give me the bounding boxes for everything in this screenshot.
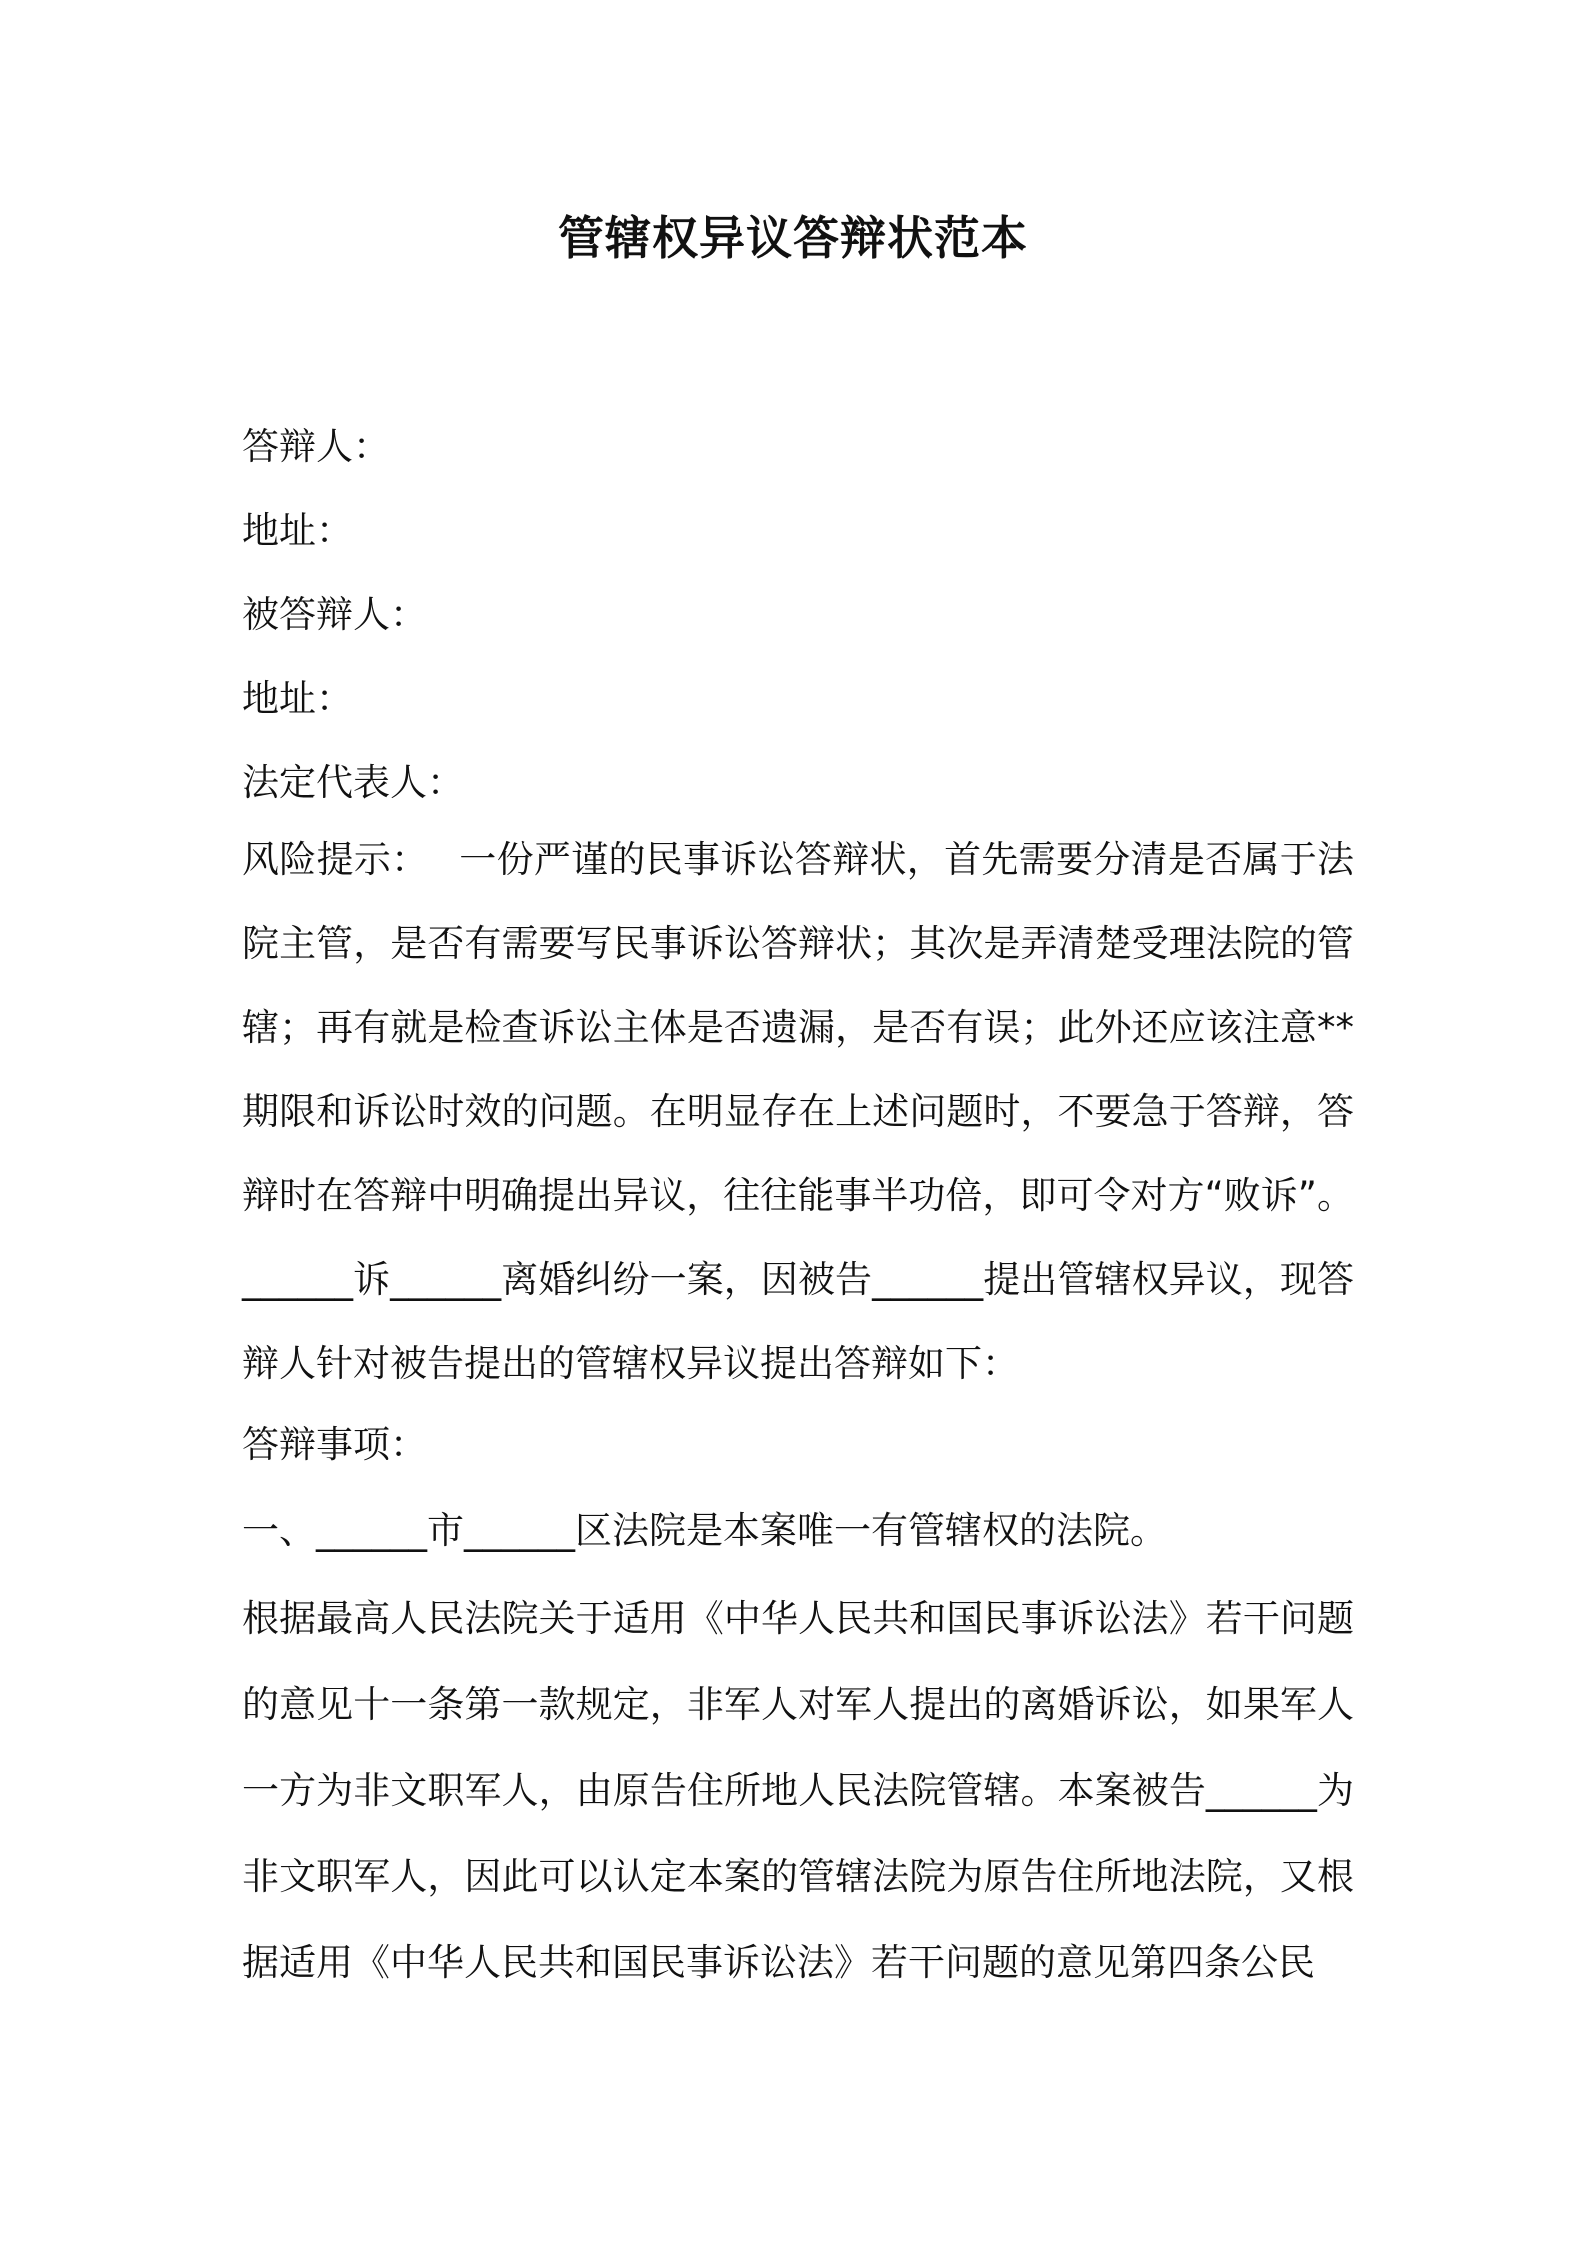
legal-representative-field: 法定代表人： bbox=[242, 761, 464, 804]
point-one-heading: 一、______市______区法院是本案唯一有管辖权的法院。 bbox=[242, 1509, 1167, 1552]
opposing-party-field: 被答辩人： bbox=[242, 593, 427, 636]
opposing-party-address-field: 地址： bbox=[242, 677, 353, 720]
defense-items-heading: 答辩事项： bbox=[242, 1423, 427, 1466]
legal-basis-paragraph: 根据最高人民法院关于适用《中华人民共和国民事诉讼法》若干问题的意见十一条第一款规定，非军人对军人提出的离婚诉讼，如果军人一方为非文职军人，由原告住所地人民法院管辖。本案被告______为非文职军人，因此可以认定本案的管辖法院为原告住所地法院，又根据适用《中华人民共和国民事诉讼法》若干问题的意见第四条公民 bbox=[242, 1597, 1354, 1984]
respondent-address-field: 地址： bbox=[242, 509, 353, 552]
risk-notice-paragraph: 风险提示： 一份严谨的民事诉讼答辩状，首先需要分清是否属于法院主管，是否有需要写民事诉讼答辩状；其次是弄清楚受理法院的管辖；再有就是检查诉讼主体是否遗漏，是否有误；此外还应该注意**期限和诉讼时效的问题。在明显存在上述问题时，不要急于答辩，答辩时在答辩中明确提出异议，往往能事半功倍，即可令对方“败诉”。______诉______离婚纠纷一案，因被告______提出管辖权异议，现答辩人针对被告提出的管辖权异议提出答辩如下： bbox=[242, 838, 1354, 1385]
respondent-field: 答辩人： bbox=[242, 425, 390, 468]
party-fields bbox=[242, 405, 1362, 825]
document-title: 管辖权异议答辩状范本 bbox=[558, 211, 1028, 265]
